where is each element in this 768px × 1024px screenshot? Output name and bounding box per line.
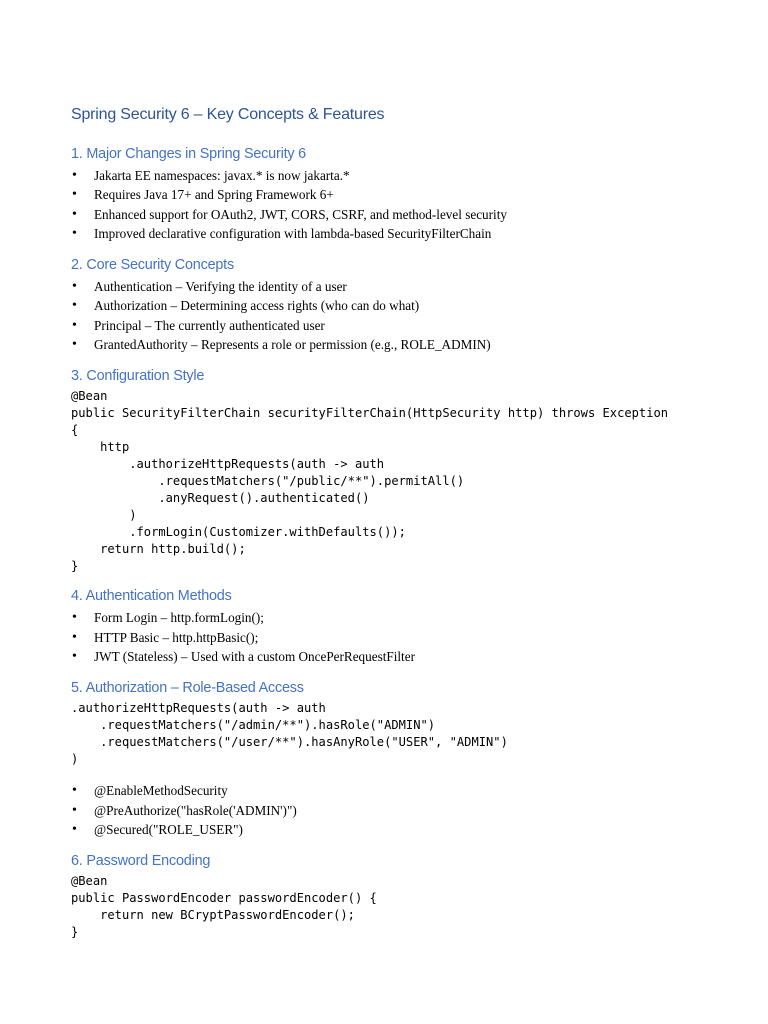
list-item bbox=[71, 335, 731, 354]
code-block: @Bean public SecurityFilterChain securityFilterChain(HttpSecurity http) throws Exception { http .authorizeHttpRequests(auth -> auth .requestMatchers("/public/**").permitAll() .anyRequest().authenticated() ) .formLogin(Customizer.withDefaults()); return http.build(); } bbox=[71, 389, 669, 574]
bullet-icon: • bbox=[72, 802, 77, 818]
list-item bbox=[71, 647, 731, 666]
list-item-text: Improved declarative configuration with lambda-based SecurityFilterChain bbox=[94, 225, 492, 241]
list-item bbox=[71, 628, 731, 647]
bullet-icon: • bbox=[72, 187, 77, 203]
document-page bbox=[71, 104, 731, 941]
section-heading: 3. Configuration Style bbox=[71, 368, 205, 385]
section-heading: 1. Major Changes in Spring Security 6 bbox=[71, 146, 306, 162]
bullet-icon: • bbox=[72, 225, 77, 241]
code-block: .authorizeHttpRequests(auth -> auth .requestMatchers("/admin/**").hasRole("ADMIN") .requestMatchers("/user/**").hasAnyRole("USER", "ADMIN") ) bbox=[71, 701, 508, 767]
list-item bbox=[71, 801, 731, 820]
list-item-text: @EnableMethodSecurity bbox=[94, 783, 228, 799]
bullet-icon: • bbox=[72, 206, 77, 222]
list-item-text: Form Login – http.formLogin(); bbox=[94, 610, 264, 626]
bullet-icon: • bbox=[72, 168, 77, 183]
section-heading: 4. Authentication Methods bbox=[71, 588, 232, 605]
bullet-icon: • bbox=[72, 298, 77, 314]
list-item-text: GrantedAuthority – Represents a role or permission (e.g., ROLE_ADMIN) bbox=[94, 337, 491, 353]
section-authorization bbox=[71, 679, 731, 839]
list-item-text: @PreAuthorize("hasRole('ADMIN')") bbox=[94, 802, 297, 818]
bullet-icon: • bbox=[72, 337, 77, 353]
list-item bbox=[71, 781, 731, 800]
bullet-list bbox=[71, 277, 731, 354]
list-item bbox=[71, 224, 731, 243]
section-authentication-methods bbox=[71, 587, 731, 666]
section-heading: 6. Password Encoding bbox=[71, 853, 211, 870]
list-item bbox=[71, 277, 731, 296]
list-item-text: Requires Java 17+ and Spring Framework 6+ bbox=[94, 187, 334, 203]
bullet-icon: • bbox=[72, 610, 77, 626]
list-item bbox=[71, 316, 731, 335]
list-item bbox=[71, 166, 731, 185]
bullet-icon: • bbox=[72, 821, 77, 837]
section-core-concepts bbox=[71, 256, 731, 354]
section-heading: 2. Core Security Concepts bbox=[71, 257, 234, 274]
list-item-text: Jakarta EE namespaces: javax.* is now jakarta.* bbox=[94, 168, 350, 183]
list-item bbox=[71, 296, 731, 315]
list-item-text: Enhanced support for OAuth2, JWT, CORS, CSRF, and method-level security bbox=[94, 206, 507, 222]
section-major-changes bbox=[71, 145, 731, 243]
list-item bbox=[71, 820, 731, 839]
list-item bbox=[71, 608, 731, 627]
list-item-text: Authorization – Determining access rights (who can do what) bbox=[94, 298, 420, 314]
bullet-icon: • bbox=[72, 783, 77, 799]
list-item bbox=[71, 205, 731, 224]
section-password-encoding bbox=[71, 852, 731, 941]
list-item-text: HTTP Basic – http.httpBasic(); bbox=[94, 629, 259, 645]
list-item-text: Principal – The currently authenticated user bbox=[94, 317, 325, 333]
document-title: Spring Security 6 – Key Concepts & Features bbox=[71, 106, 385, 123]
list-item-text: @Secured("ROLE_USER") bbox=[94, 821, 243, 837]
list-item-text: Authentication – Verifying the identity of a user bbox=[94, 279, 347, 295]
bullet-icon: • bbox=[72, 317, 77, 333]
bullet-list bbox=[71, 781, 731, 839]
list-item-text: JWT (Stateless) – Used with a custom OncePerRequestFilter bbox=[94, 648, 415, 664]
section-heading: 5. Authorization – Role-Based Access bbox=[71, 680, 304, 697]
bullet-icon: • bbox=[72, 648, 77, 664]
bullet-icon: • bbox=[72, 279, 77, 295]
bullet-icon: • bbox=[72, 629, 77, 645]
bullet-list bbox=[71, 608, 731, 666]
code-block: @Bean public PasswordEncoder passwordEncoder() { return new BCryptPasswordEncoder(); } bbox=[71, 874, 377, 940]
bullet-list bbox=[71, 166, 731, 243]
list-item bbox=[71, 185, 731, 204]
section-configuration-style bbox=[71, 367, 731, 575]
